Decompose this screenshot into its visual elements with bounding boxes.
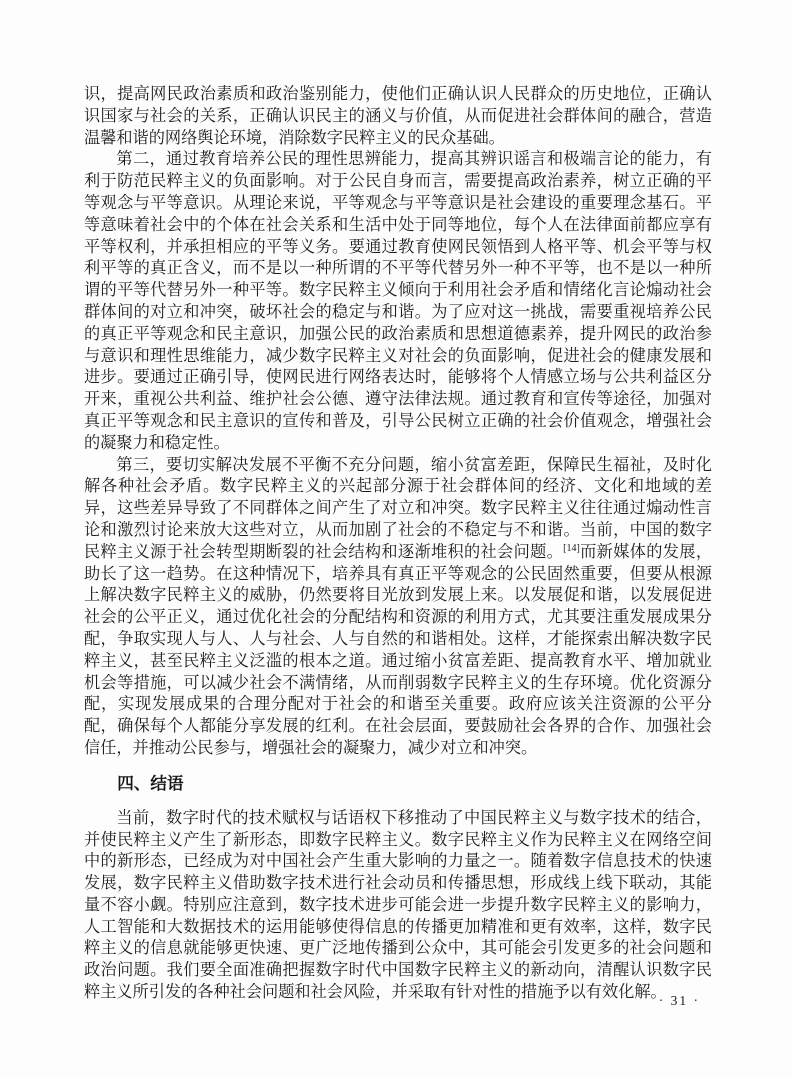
paragraph-second-measure: 第二，通过教育培养公民的理性思辨能力，提高其辨识谣言和极端言论的能力，有利于防范民粹主义的负面影响。对于公民自身而言，需要提高政治素养，树立正确的平等观念与平等意识。从理论来说，平等观念与平等意识是社会建设的重要理念基石。平等意味着社会中的个体在社会关系和生活中处于同等地位，每个人在法律面前都应享有平等权利，并承担相应的平等义务。要通过教育使网民领悟到人格平等、机会平等与权利平等的真正含义，而不是以一种所谓的不平等代替另外一种不平等，也不是以一种所谓的平等代替另外一种平等。数字民粹主义倾向于利用社会矛盾和情绪化言论煽动社会群体间的对立和冲突，破坏社会的稳定与和谐。为了应对这一挑战，需要重视培养公民的真正平等观念和民主意识，加强公民的政治素质和思想道德素养，提升网民的政治参与意识和理性思维能力，减少数字民粹主义对社会的负面影响，促进社会的健康发展和进步。要通过正确引导，使网民进行网络表达时，能够将个人情感立场与公共利益区分开来，重视公共利益、维护社会公德、遵守法律法规。通过教育和宣传等途径，加强对真正平等观念和民主意识的宣传和普及，引导公民树立正确的社会价值观念，增强社会的凝聚力和稳定性。 bbox=[84, 150, 712, 452]
paragraph-continuation: 识，提高网民政治素质和政治鉴别能力，使他们正确认识人民群众的历史地位，正确认识国家与社会的关系，正确认识民主的涵义与价值，从而促进社会群体间的融合，营造温馨和谐的网络舆论环境，消除数字民粹主义的民众基础。 bbox=[84, 85, 712, 147]
page-number: · 31 · bbox=[658, 993, 700, 1008]
paragraph-conclusion: 当前，数字时代的技术赋权与话语权下移推动了中国民粹主义与数字技术的结合，并使民粹主义产生了新形态，即数字民粹主义。数字民粹主义作为民粹主义在网络空间中的新形态，已经成为对中国社会产生重大影响的力量之一。随着数字信息技术的快速发展，数字民粹主义借助数字技术进行社会动员和传播思想，形成线上线下联动，其能量不容小觑。特别应注意到，数字技术进步可能会进一步提升数字民粹主义的影响力，人工智能和大数据技术的运用能够使得信息的传播更加精准和更有效率，这样，数字民粹主义的信息就能够更快速、更广泛地传播到公众中，其可能会引发更多的社会问题和政治问题。我们要全面准确把握数字时代中国数字民粹主义的新动向，清醒认识数字民粹主义所引发的各种社会问题和社会风险，并采取有针对性的措施予以有效化解。 bbox=[84, 808, 712, 1002]
paragraph-third-text-after-citation: 而新媒体的发展，助长了这一趋势。在这种情况下，培养具有真正平等观念的公民固然重要，但要从根源上解决数字民粹主义的威胁，仍然要将目光放到发展上来。以发展促和谐，以发展促进社会的公平正义，通过优化社会的分配结构和资源的利用方式，尤其要注重发展成果分配，争取实现人与人、人与社会、人与自然的和谐相处。这样，才能探索出解决数字民粹主义，甚至民粹主义泛滥的根本之道。通过缩小贫富差距、提高教育水平、增加就业机会等措施，可以减少社会不满情绪，从而削弱数字民粹主义的生存环境。优化资源分配，实现发展成果的合理分配对于社会的和谐至关重要。政府应该关注资源的公平分配，确保每个人都能分享发展的红利。在社会层面，要鼓励社会各界的合作、加强社会信任，并推动公民参与，增强社会的凝聚力，减少对立和冲突。 bbox=[84, 542, 713, 757]
article-body bbox=[84, 84, 712, 1004]
paragraph-third-text-before-citation: 第三，要切实解决发展不平衡不充分问题，缩小贫富差距，保障民生福祉，及时化解各种社会矛盾。数字民粹主义的兴起部分源于社会群体间的经济、文化和地域的差异，这些差异导致了不同群体之间产生了对立和冲突。数字民粹主义往往通过煽动性言论和激烈讨论来放大这些对立，从而加剧了社会的不稳定与不和谐。当前，中国的数字民粹主义源于社会转型期断裂的社会结构和逐渐堆积的社会问题。 bbox=[84, 455, 712, 561]
citation-marker-14: [14] bbox=[563, 542, 580, 554]
paragraph-third-measure bbox=[84, 455, 712, 760]
section-heading-conclusion: 四、结语 bbox=[117, 773, 184, 793]
